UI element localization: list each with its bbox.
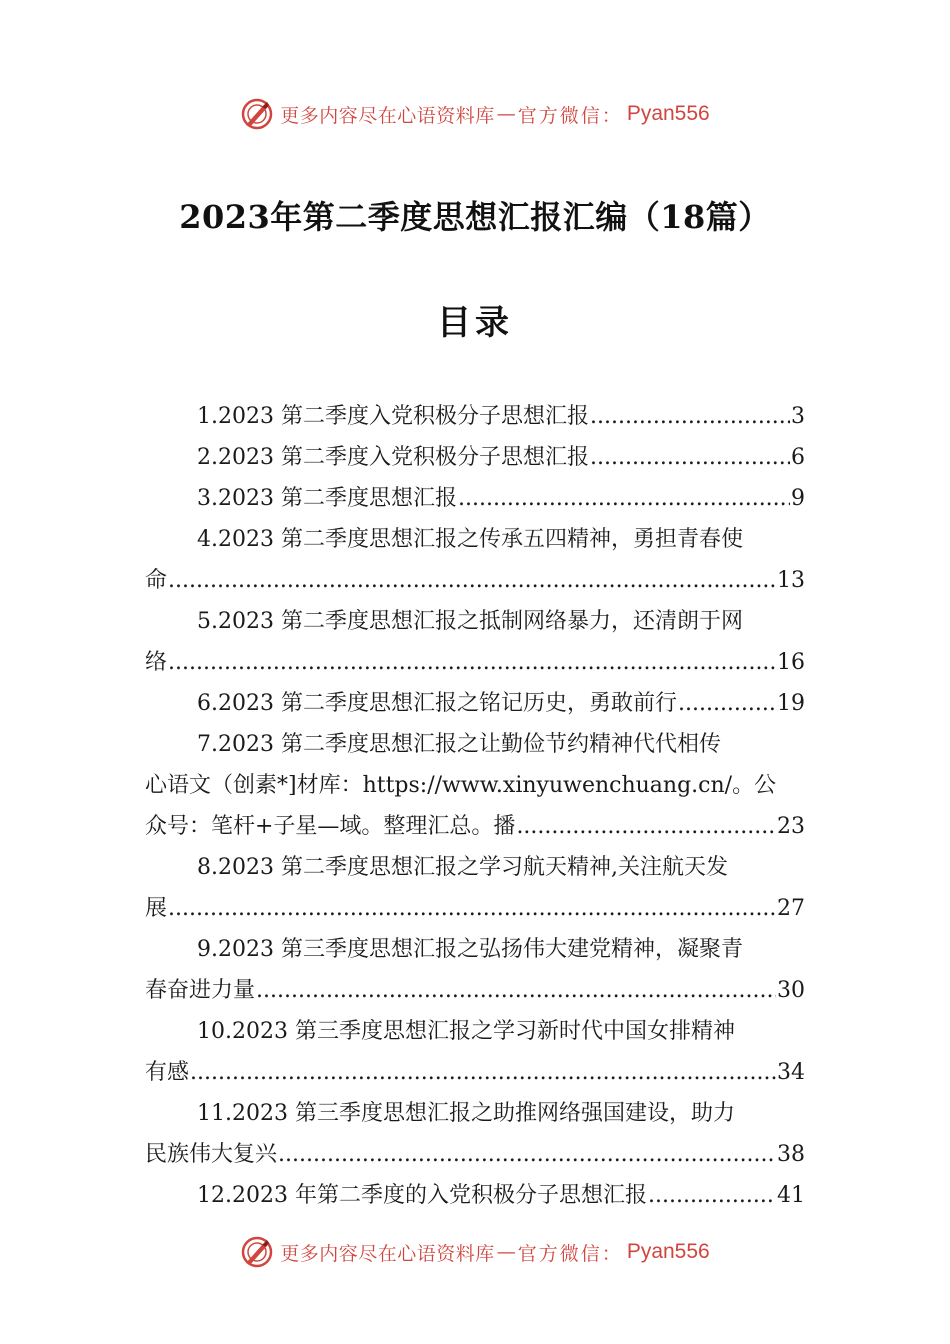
footer-banner — [0, 1232, 950, 1272]
toc-page-number: 3 — [791, 404, 805, 429]
toc-entry-text-cont: 络 — [145, 650, 168, 675]
banner-separator: — — [496, 103, 516, 125]
banner-brand: 更多内容尽在心语资料库 — [280, 1242, 495, 1265]
banner-wechat-id: Pyan556 — [626, 1240, 710, 1263]
toc-entry-text-cont: 心语文（创素*]材库：https://www.xinyuwenchuang.cn/。公 — [145, 773, 777, 798]
toc-entry[interactable] — [145, 724, 805, 765]
banner-wechat-label: 官方微信： — [517, 1242, 623, 1265]
toc-entry-continuation[interactable] — [145, 888, 805, 929]
toc-leader-dots — [278, 1134, 776, 1175]
toc-leader-dots — [590, 437, 790, 478]
toc-entry-text: 11.2023 第三季度思想汇报之助推网络强国建设，助力 — [197, 1101, 735, 1126]
document-title: 2023年第二季度思想汇报汇编（18篇） — [179, 198, 771, 236]
toc-leader-dots — [168, 642, 776, 683]
pen-logo-icon — [240, 1235, 274, 1269]
toc-entry[interactable] — [145, 1093, 805, 1134]
toc-page-number: 9 — [791, 486, 805, 511]
toc-entry[interactable] — [145, 396, 805, 437]
toc-leader-dots — [648, 1175, 776, 1216]
toc-leader-dots — [516, 806, 776, 847]
toc-entry-text: 1.2023 第二季度入党积极分子思想汇报 — [197, 404, 589, 429]
toc-entry-continuation[interactable] — [145, 806, 805, 847]
toc-entry-continuation[interactable] — [145, 765, 805, 806]
toc-entry-continuation[interactable] — [145, 970, 805, 1011]
toc-entry[interactable] — [145, 478, 805, 519]
toc-entry-text-cont: 众号：笔杆+子星—域。整理汇总。播 — [145, 814, 516, 839]
toc-entry[interactable] — [145, 601, 805, 642]
toc-entry-text-cont: 民族伟大复兴 — [145, 1142, 278, 1167]
toc-entry[interactable] — [145, 519, 805, 560]
toc-page-number: 34 — [777, 1060, 805, 1085]
toc-leader-dots — [256, 970, 776, 1011]
toc-entry-text-cont: 有感 — [145, 1060, 190, 1085]
toc-page-number: 38 — [777, 1142, 805, 1167]
toc-entry-text: 12.2023 年第二季度的入党积极分子思想汇报 — [197, 1183, 647, 1208]
toc-entry-text-cont: 命 — [145, 568, 168, 593]
banner-wechat-label: 官方微信： — [517, 104, 623, 127]
toc-entry-text-cont: 春奋进力量 — [145, 978, 256, 1003]
toc-heading: 目录 — [437, 303, 513, 343]
toc-entry-continuation[interactable] — [145, 560, 805, 601]
toc-page-number: 30 — [777, 978, 805, 1003]
toc-entry-continuation[interactable] — [145, 642, 805, 683]
banner-brand: 更多内容尽在心语资料库 — [280, 104, 495, 127]
toc-page-number: 23 — [777, 814, 805, 839]
toc-entry[interactable] — [145, 437, 805, 478]
banner-separator: — — [496, 1241, 516, 1263]
toc-page-number: 19 — [777, 691, 805, 716]
toc-entry-text: 3.2023 第二季度思想汇报 — [197, 486, 457, 511]
toc-entry[interactable] — [145, 1011, 805, 1052]
banner-wechat-id: Pyan556 — [626, 102, 710, 125]
toc-entry-text-cont: 展 — [145, 896, 168, 921]
toc-entry[interactable] — [145, 1175, 805, 1216]
toc-entry-continuation[interactable] — [145, 1052, 805, 1093]
table-of-contents — [145, 396, 805, 1216]
header-banner — [0, 94, 950, 134]
toc-entry[interactable] — [145, 929, 805, 970]
toc-entry-text: 9.2023 第三季度思想汇报之弘扬伟大建党精神，凝聚青 — [197, 937, 743, 962]
toc-leader-dots — [168, 560, 776, 601]
pen-logo-icon — [240, 97, 274, 131]
toc-entry[interactable] — [145, 847, 805, 888]
toc-entry-text: 6.2023 第二季度思想汇报之铭记历史，勇敢前行 — [197, 691, 677, 716]
toc-leader-dots — [190, 1052, 776, 1093]
toc-page-number: 27 — [777, 896, 805, 921]
toc-page-number: 16 — [777, 650, 805, 675]
toc-page-number: 41 — [777, 1183, 805, 1208]
toc-entry-text: 2.2023 第二季度入党积极分子思想汇报 — [197, 445, 589, 470]
toc-entry-text: 4.2023 第二季度思想汇报之传承五四精神，勇担青春使 — [197, 527, 743, 552]
toc-entry-text: 8.2023 第二季度思想汇报之学习航天精神,关注航天发 — [197, 855, 728, 880]
toc-entry[interactable] — [145, 683, 805, 724]
toc-entry-text: 10.2023 第三季度思想汇报之学习新时代中国女排精神 — [197, 1019, 735, 1044]
toc-leader-dots — [678, 683, 776, 724]
toc-leader-dots — [168, 888, 776, 929]
toc-leader-dots — [458, 478, 790, 519]
toc-leader-dots — [590, 396, 790, 437]
toc-entry-text: 5.2023 第二季度思想汇报之抵制网络暴力，还清朗于网 — [197, 609, 743, 634]
toc-page-number: 13 — [777, 568, 805, 593]
toc-entry-text: 7.2023 第二季度思想汇报之让勤俭节约精神代代相传 — [197, 732, 721, 757]
toc-page-number: 6 — [791, 445, 805, 470]
toc-entry-continuation[interactable] — [145, 1134, 805, 1175]
